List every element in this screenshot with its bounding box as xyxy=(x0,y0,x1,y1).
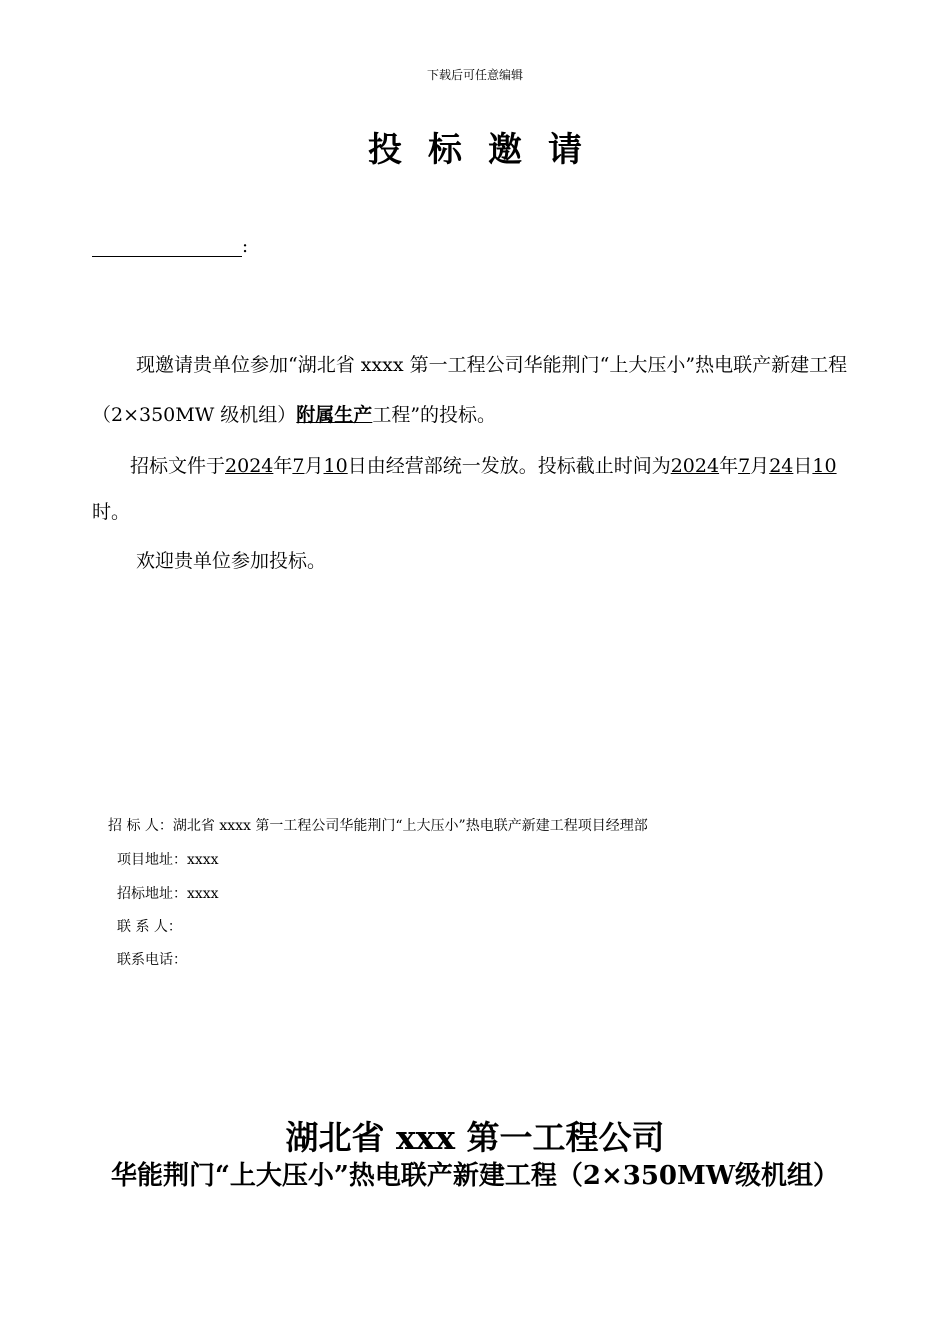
salutation-colon: : xyxy=(242,236,249,257)
issue-month: 7 xyxy=(292,455,305,477)
addressee-blank xyxy=(92,236,242,257)
schedule-text: 月 xyxy=(750,455,770,477)
invitation-text-suffix: 工程”的投标。 xyxy=(372,404,497,426)
welcome-paragraph: 欢迎贵单位参加投标。 xyxy=(136,550,327,572)
deadline-hour: 10 xyxy=(812,455,837,477)
page-header-note: 下载后可任意编辑 xyxy=(426,68,523,82)
deadline-month: 7 xyxy=(738,455,751,477)
project-scope: 附属生产 xyxy=(296,404,373,426)
schedule-text: 日 xyxy=(793,455,813,477)
contact-person-line: 联 系 人： xyxy=(117,919,182,935)
contact-phone-line: 联系电话： xyxy=(117,952,187,968)
tenderer-line: 招 标 人：湖北省 xxxx 第一工程公司华能荆门“上大压小”热电联产新建工程项目经理部 xyxy=(108,818,648,834)
issue-year: 2024 xyxy=(225,455,274,477)
schedule-text: 时。 xyxy=(92,501,131,523)
invitation-text-prefix: 现邀请贵单位参加“湖北省 xxxx 第一工程公司华能荆门“上大压小”热电联产新建工程（2×350MW 级机组） xyxy=(92,354,848,426)
schedule-text: 年 xyxy=(719,455,739,477)
schedule-text: 日由经营部统一发放。投标截止时间为 xyxy=(347,455,671,477)
deadline-day: 24 xyxy=(769,455,794,477)
project-name: 华能荆门“上大压小”热电联产新建工程（2×350MW级机组） xyxy=(110,1161,840,1191)
invitation-paragraph xyxy=(92,340,862,440)
project-address-line: 项目地址：xxxx xyxy=(117,852,219,868)
schedule-text: 月 xyxy=(304,455,324,477)
company-name: 湖北省 xxx 第一工程公司 xyxy=(285,1118,665,1157)
bid-address-line: 招标地址：xxxx xyxy=(117,886,219,902)
schedule-paragraph xyxy=(92,443,862,535)
issue-day: 10 xyxy=(323,455,348,477)
schedule-text: 招标文件于 xyxy=(130,455,226,477)
document-title: 投标邀请 xyxy=(368,130,608,170)
deadline-year: 2024 xyxy=(670,455,720,477)
salutation-line xyxy=(92,236,248,257)
schedule-text: 年 xyxy=(273,455,293,477)
